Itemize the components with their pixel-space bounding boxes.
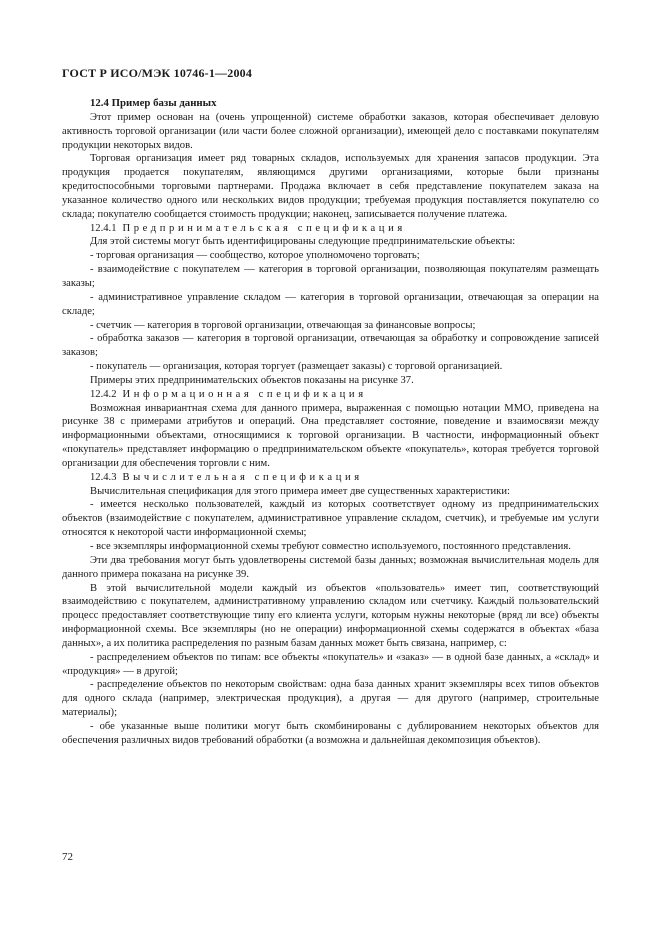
list-item: - обработка заказов — категория в торговой организации, отвечающая за обработку и сопровождение записей заказов; [62,333,599,359]
list-item: - распределением объектов по типам: все объекты «покупатель» и «заказ» — в одной базе данных, а «склад» и «продукция» — в другой; [62,651,599,677]
paragraph: В этой вычислительной модели каждый из объектов «пользователь» имеет тип, соответствующий взаимодействию с покупателем, административному управлению складом или счетчику. Каждый пользовательский процесс предоставляет соответствующие типу его клиента услуги, которым нужны некоторые (вряд ли все) объекты информационной схемы. Все экземпляры (но не операции) информационной схемы содержатся в объектах «база данных», а их политика распределения по разным базам данных может быть связана, например, с: [62,582,599,649]
document-header: ГОСТ Р ИСО/МЭК 10746-1—2004 [62,66,253,80]
list-item: - взаимодействие с покупателем — категория в торговой организации, позволяющая покупателям размещать заказы; [62,264,599,289]
subsection-heading [62,388,599,402]
list-item: - распределение объектов по некоторым свойствам: одна база данных хранит экземпляры всех типов объектов для одного склада (например, электрическая продукция), а другая — для другого (например, строительные материалы); [62,679,599,719]
paragraph: Примеры этих предпринимательских объектов показаны на рисунке 37. [90,374,414,386]
list-item: - торговая организация — сообщество, которое уполномочено торговать; [90,250,420,262]
subsection-heading [62,471,599,485]
paragraph: Эти два требования могут быть удовлетворены системой базы данных; возможная вычислительная модель для данного примера показана на рисунке 39. [62,554,599,580]
list-item: - покупатель — организация, которая торгует (размещает заказы) с торговой организацией. [90,361,503,373]
subsection-number: 12.4.3 [90,471,117,483]
list-item: - все экземпляры информационной схемы требуют совместно используемого, постоянного представления. [90,541,571,552]
section-title: 12.4 Пример базы данных [90,97,217,109]
paragraph: Возможная инвариантная схема для данного примера, выраженная с помощью нотации ММО, приведена на рисунке 38 с примерами атрибутов и операций. Она представляет состояние, поведение и взаимосвязи между информационными объектами, относящимися к торговой организации. В частности, информационный объект «покупатель» представляет информацию о предпринимательском объекте «покупатель», которая требуется торговой организации для обеспечения торговли с ним. [62,402,599,469]
list-item: - административное управление складом — категория в торговой организации, отвечающая за операции на складе; [62,291,599,317]
paragraph: Вычислительная спецификация для этого примера имеет две существенных характеристики: [90,485,510,497]
document-body [62,97,599,748]
paragraph: Для этой системы могут быть идентифицированы следующие предпринимательские объекты: [90,236,516,248]
list-item: - счетчик — категория в торговой организации, отвечающая за финансовые вопросы; [90,319,476,331]
list-item: - имеется несколько пользователей, каждый из которых соответствует одному из предпринимательских объектов (взаимодействие с покупателем, административное управление складом, счетчик), и требуемые им услуги относятся к некоторой части информационной схемы; [62,499,599,539]
list-item: - обе указанные выше политики могут быть скомбинированы с дублированием некоторых объектов для обеспечения различных видов требований обработки (а возможна и дальнейшая декомпозиция объектов). [62,720,599,746]
paragraph: Торговая организация имеет ряд товарных складов, используемых для хранения запасов продукции. Эта продукция продается покупателям, являющимся другими организациями, которые были признаны кредитоспособными торговыми партнерами. Продажа включает в себя представление покупателем заказа на указанное количество одного или нескольких видов продукции; требуемая продукция поставляется покупателю со склада; покупателю сообщается стоимость продукции; наконец, записывается получение платежа. [62,153,599,220]
paragraph: Этот пример основан на (очень упрощенной) системе обработки заказов, которая обеспечивает деловую активность торговой организации (или части более сложной организации), имеющей дело с поставками покупателям продукции некоторых видов. [62,111,599,151]
subsection-title: Вычислительная спецификация [122,471,363,483]
subsection-heading [62,222,599,236]
subsection-number: 12.4.1 [90,222,117,234]
page-number: 72 [62,851,73,863]
subsection-number: 12.4.2 [90,388,117,400]
subsection-title: Предпринимательская спецификация [122,222,406,234]
subsection-title: Информационная спецификация [122,388,367,400]
